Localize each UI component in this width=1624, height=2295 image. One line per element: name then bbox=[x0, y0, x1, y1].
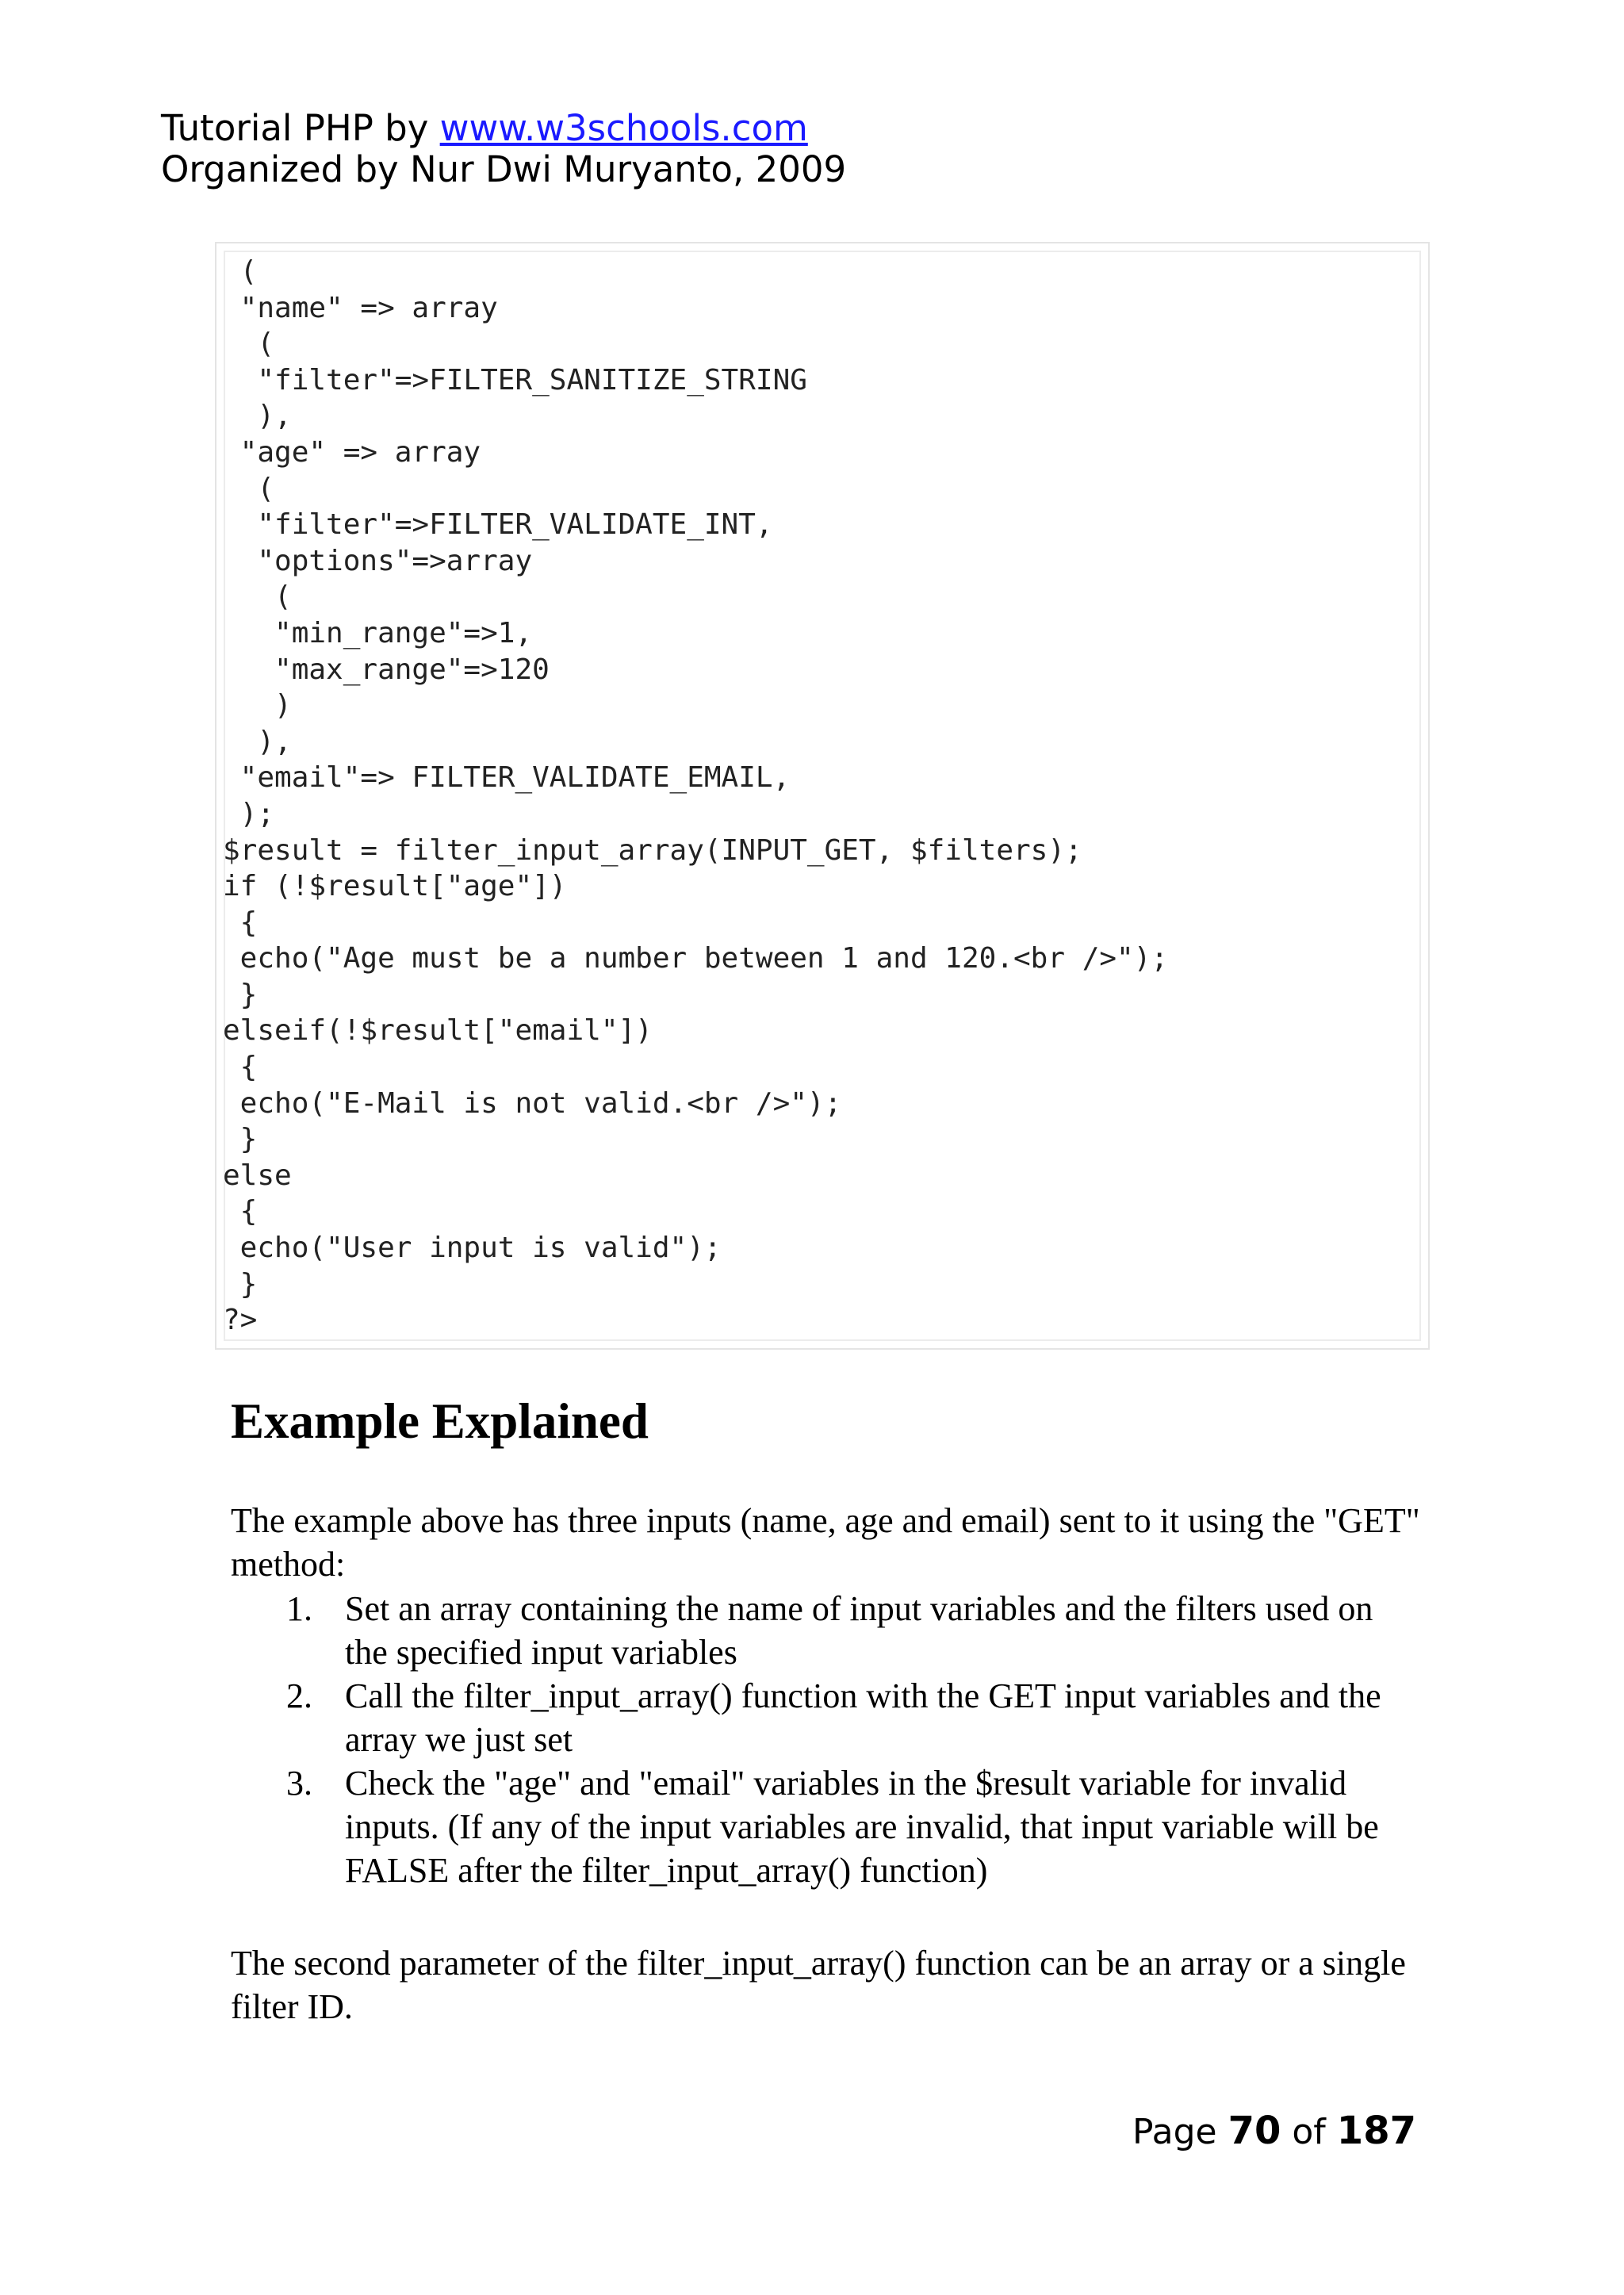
code-line: "max_range"=>120 bbox=[223, 653, 550, 686]
of-label: of bbox=[1292, 2112, 1326, 2152]
page-label: Page bbox=[1132, 2112, 1217, 2152]
total-pages: 187 bbox=[1336, 2109, 1416, 2153]
step-text: Check the "age" and "email" variables in the $result variable for invalid inputs. (If any of the input variables are invalid, that input variable will be FALSE after the filter_input_array() function) bbox=[345, 1764, 1379, 1890]
closing-paragraph: The second parameter of the filter_input_array() function can be an array or a single filter ID. bbox=[231, 1944, 1406, 2026]
code-line: "min_range"=>1, bbox=[223, 616, 533, 649]
code-line: "email"=> FILTER_VALIDATE_EMAIL, bbox=[223, 761, 791, 795]
code-line: echo("Age must be a number between 1 and 120.<br />"); bbox=[223, 942, 1169, 975]
code-line: echo("E-Mail is not valid.<br />"); bbox=[223, 1086, 842, 1120]
step-item bbox=[231, 1587, 1404, 1674]
code-line: } bbox=[223, 1123, 258, 1156]
code-line: ), bbox=[223, 400, 292, 433]
code-line: elseif(!$result["email"]) bbox=[223, 1014, 653, 1048]
code-line: } bbox=[223, 978, 258, 1011]
step-number: 3. bbox=[286, 1764, 312, 1803]
step-number: 1. bbox=[286, 1589, 312, 1628]
header-line-1 bbox=[161, 108, 846, 149]
code-line: { bbox=[223, 1195, 258, 1228]
step-text: Call the filter_input_array() function with the GET input variables and the array we just set bbox=[345, 1676, 1381, 1759]
code-line: } bbox=[223, 1267, 258, 1301]
code-line: "options"=>array bbox=[223, 544, 533, 577]
code-line: "filter"=>FILTER_VALIDATE_INT, bbox=[223, 508, 773, 542]
code-example bbox=[223, 254, 1168, 1339]
section-heading: Example Explained bbox=[231, 1393, 649, 1449]
code-line: $result = filter_input_array(INPUT_GET, $filters); bbox=[223, 833, 1082, 867]
steps-list bbox=[231, 1587, 1404, 1892]
code-line: ), bbox=[223, 725, 292, 758]
step-number: 2. bbox=[286, 1676, 312, 1715]
code-line: "age" => array bbox=[223, 435, 481, 469]
code-line: { bbox=[223, 906, 258, 939]
w3schools-link[interactable]: www.w3schools.com bbox=[439, 107, 808, 149]
header-prefix: Tutorial PHP by bbox=[161, 107, 440, 149]
page-header bbox=[161, 108, 846, 190]
page-number: 70 bbox=[1228, 2109, 1281, 2153]
code-line: ( bbox=[223, 472, 275, 505]
intro-paragraph: The example above has three inputs (name, age and email) sent to it using the "GET" method: bbox=[231, 1501, 1420, 1584]
code-line: "filter"=>FILTER_SANITIZE_STRING bbox=[223, 363, 807, 397]
code-line: ); bbox=[223, 797, 275, 830]
code-line: ( bbox=[223, 328, 275, 361]
code-line: ) bbox=[223, 689, 292, 722]
code-line: else bbox=[223, 1159, 292, 1192]
code-line: ( bbox=[223, 255, 258, 288]
step-text: Set an array containing the name of input variables and the filters used on the specified input variables bbox=[345, 1589, 1373, 1672]
code-line: ?> bbox=[223, 1304, 258, 1337]
code-line: ( bbox=[223, 580, 292, 614]
page-footer bbox=[1132, 2109, 1416, 2155]
step-item bbox=[231, 1761, 1404, 1892]
header-line-2: Organized by Nur Dwi Muryanto, 2009 bbox=[161, 148, 847, 190]
step-item bbox=[231, 1674, 1404, 1761]
code-line: "name" => array bbox=[223, 291, 498, 324]
code-line: echo("User input is valid"); bbox=[223, 1232, 722, 1265]
code-line: { bbox=[223, 1051, 258, 1084]
code-line: if (!$result["age"]) bbox=[223, 870, 567, 903]
